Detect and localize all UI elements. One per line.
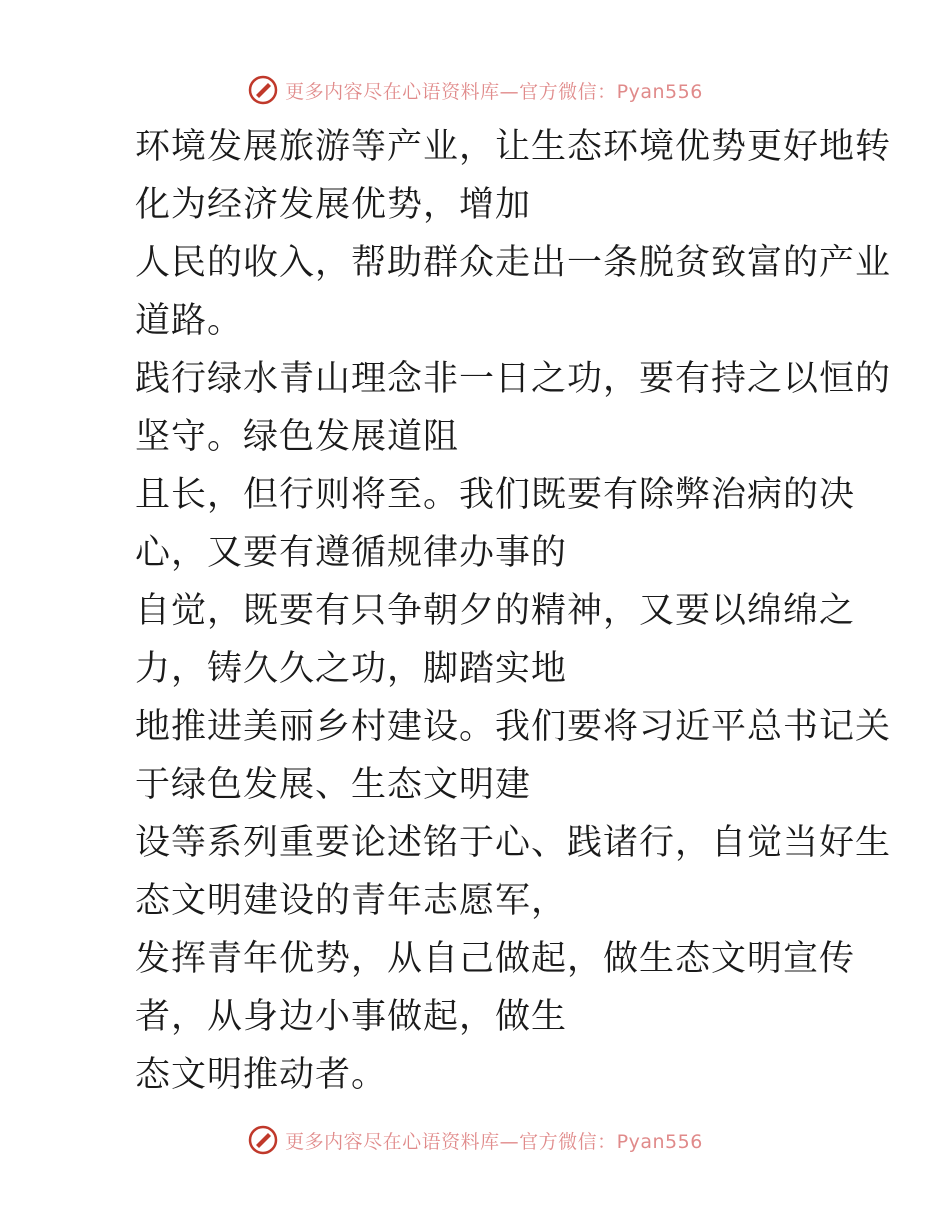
text-line: 人民的收入，帮助群众走出一条脱贫致富的产业	[135, 243, 892, 283]
text-line: 心，又要有遵循规律办事的	[135, 533, 568, 573]
watermark-logo-icon	[247, 74, 279, 106]
watermark-text: 更多内容尽在心语资料库—官方微信：Pyan556	[285, 80, 703, 103]
paragraph	[98, 930, 858, 1046]
text-line: 道路。	[135, 301, 244, 341]
watermark-text: 更多内容尽在心语资料库—官方微信：Pyan556	[285, 1130, 703, 1153]
footer-watermark	[0, 1120, 950, 1160]
text-line: 且长，但行则将至。我们既要有除弊治病的决	[135, 475, 856, 515]
header-watermark	[0, 70, 950, 110]
text-line: 坚守。绿色发展道阻	[135, 417, 460, 457]
paragraph	[98, 1046, 858, 1104]
paragraph	[98, 582, 858, 698]
paragraph	[98, 466, 858, 582]
text-line: 发挥青年优势，从自己做起，做生态文明宣传	[135, 939, 856, 979]
document-body	[98, 118, 892, 1104]
paragraph	[98, 118, 892, 234]
text-line: 地推进美丽乡村建设。我们要将习近平总书记关	[135, 707, 892, 747]
paragraph	[98, 814, 892, 930]
text-line: 态文明推动者。	[135, 1055, 388, 1095]
text-line: 于绿色发展、生态文明建	[135, 765, 532, 805]
text-line: 设等系列重要论述铭于心、践诸行，自觉当好生	[135, 823, 892, 863]
paragraph	[98, 350, 892, 466]
paragraph	[98, 234, 892, 350]
watermark-logo-icon	[247, 1124, 279, 1156]
text-line: 力，铸久久之功，脚踏实地	[135, 649, 568, 689]
text-line: 践行绿水青山理念非一日之功，要有持之以恒的	[135, 359, 892, 399]
text-line: 环境发展旅游等产业，让生态环境优势更好地转	[135, 127, 892, 167]
text-line: 者，从身边小事做起，做生	[135, 997, 568, 1037]
text-line: 自觉，既要有只争朝夕的精神，又要以绵绵之	[135, 591, 856, 631]
text-line: 化为经济发展优势，增加	[135, 185, 532, 225]
text-line: 态文明建设的青年志愿军，	[135, 881, 568, 921]
paragraph	[98, 698, 892, 814]
